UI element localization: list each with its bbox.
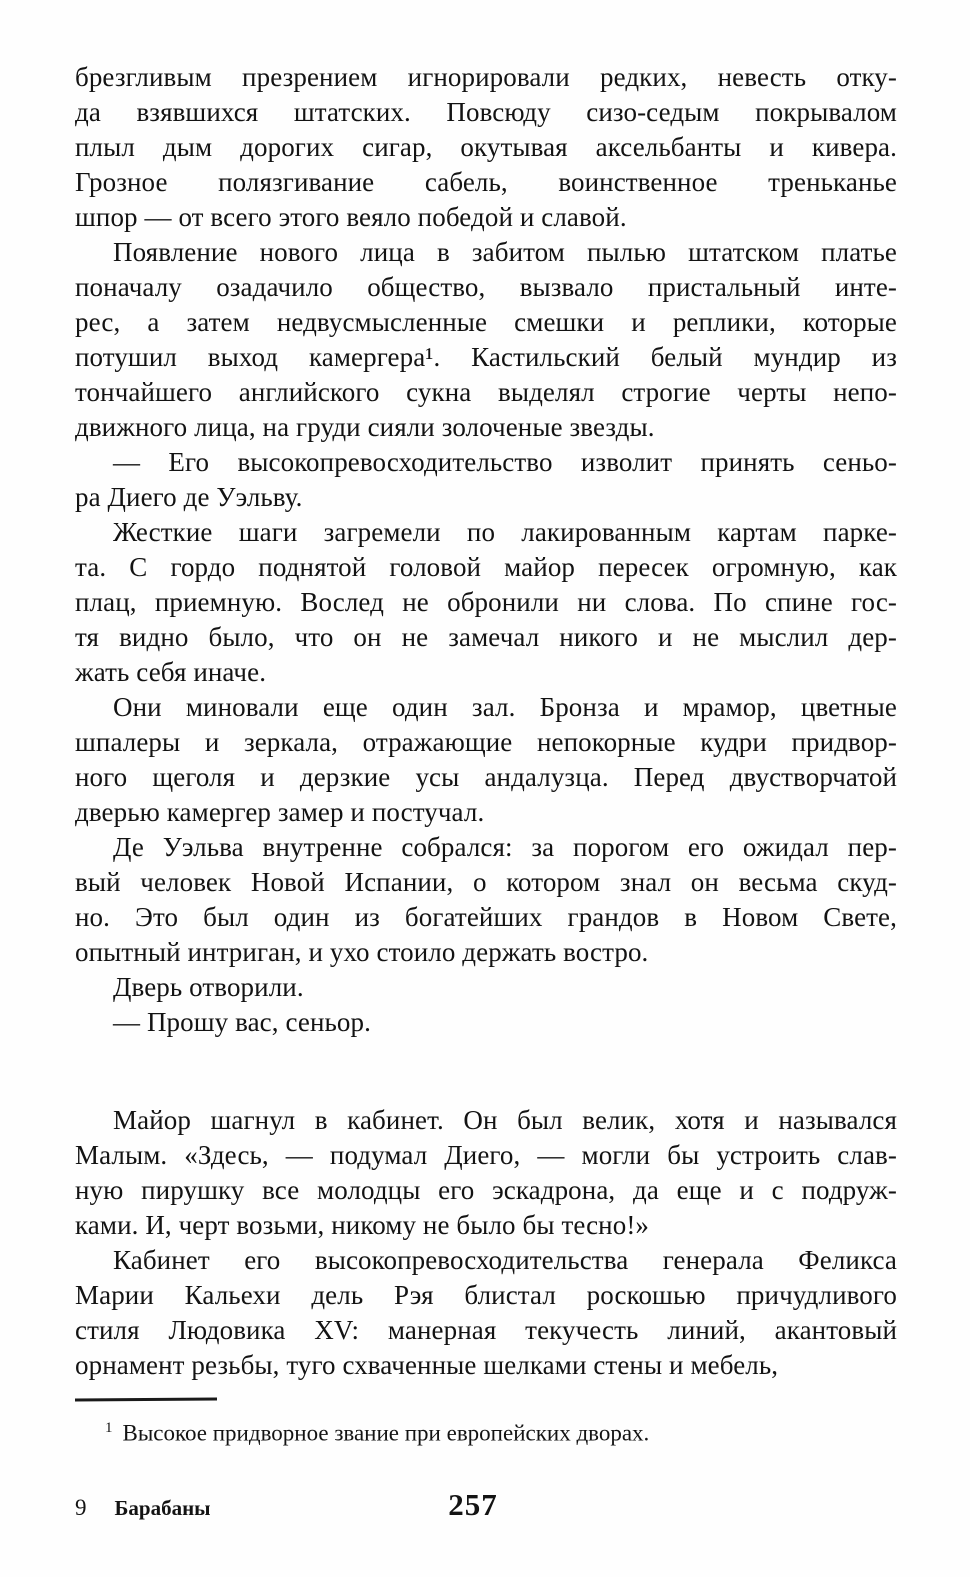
text-line: Дверь отворили. <box>113 972 304 1002</box>
text-block <box>75 60 897 1383</box>
text-line: шпор — от всего этого веяло победой и славой. <box>75 202 627 232</box>
text-line: Малым. «Здесь, — подумал Диего, — могли бы устроить слав- <box>75 1140 897 1170</box>
text-line: брезгливым презрением игнорировали редких, невесть отку- <box>75 62 897 92</box>
paragraph <box>75 1005 897 1040</box>
text-line: Появление нового лица в забитом пылью штатском платье <box>113 237 897 267</box>
text-line: тончайшего английского сукна выделял строгие черты непо- <box>75 377 897 407</box>
text-line: та. С гордо поднятой головой майор пересек огромную, как <box>75 552 897 582</box>
text-line: жать себя иначе. <box>75 657 267 687</box>
text-line: потушил выход камергера¹. Кастильский белый мундир из <box>75 342 897 372</box>
text-line: ного щеголя и дерзкие усы андалузца. Перед двустворчатой <box>75 762 897 792</box>
footnote-marker: 1 <box>105 1420 113 1436</box>
paragraph <box>75 970 897 1005</box>
text-line: да взявшихся штатских. Повсюду сизо-седым покрывалом <box>75 97 897 127</box>
text-line: Жесткие шаги загремели по лакированным картам парке- <box>113 517 897 547</box>
text-line: опытный интриган, и ухо стоило держать востро. <box>75 937 649 967</box>
text-line: Кабинет его высокопревосходительства генерала Феликса <box>113 1245 897 1275</box>
signature-title: Барабаны <box>114 1496 211 1520</box>
paragraph <box>75 60 897 235</box>
text-line: — Прошу вас, сеньор. <box>113 1007 371 1037</box>
text-line: Они миновали еще один зал. Бронза и мрамор, цветные <box>113 692 897 722</box>
footnote <box>75 1413 897 1449</box>
text-line: орнамент резьбы, туго схваченные шелками стены и мебель, <box>75 1350 779 1380</box>
paragraph <box>75 690 897 830</box>
paragraph <box>75 1103 897 1243</box>
text-line: ками. И, черт возьми, никому не было бы тесно!» <box>75 1210 650 1240</box>
text-line: Марии Кальехи дель Рэя блистал роскошью причудливого <box>75 1280 897 1310</box>
text-line: тя видно было, что он не замечал никого и не мыслил дер- <box>75 622 897 652</box>
paragraph <box>75 1243 897 1383</box>
signature-number: 9 <box>75 1495 87 1520</box>
text-line: Де Уэльва внутренне собрался: за порогом его ожидал пер- <box>113 832 897 862</box>
footnote-text: Высокое придворное звание при европейских дворах. <box>122 1420 650 1446</box>
page-number: 257 <box>448 1487 498 1522</box>
text-line: шпалеры и зеркала, отражающие непокорные кудри придвор- <box>75 727 897 757</box>
text-line: ра Диего де Уэльву. <box>75 482 303 512</box>
text-line: поначалу озадачило общество, вызвало пристальный инте- <box>75 272 897 302</box>
text-line: Грозное полязгивание сабель, воинственное треньканье <box>75 167 897 197</box>
footnote-rule <box>75 1398 217 1402</box>
footnote-area <box>75 1398 897 1449</box>
text-line: Майор шагнул в кабинет. Он был велик, хотя и назывался <box>113 1105 897 1135</box>
text-line: — Его высокопревосходительство изволит принять сеньо- <box>113 447 897 477</box>
text-line: стиля Людовика XV: манерная текучесть линий, акантовый <box>75 1315 897 1345</box>
text-line: плац, приемную. Вослед не обронили ни слова. По спине гос- <box>75 587 897 617</box>
text-line: ную пирушку все молодцы его эскадрона, да еще и с подруж- <box>75 1175 897 1205</box>
text-line: дверью камергер замер и постучал. <box>75 797 485 827</box>
paragraph <box>75 515 897 690</box>
section <box>75 60 897 1040</box>
paragraph <box>75 235 897 445</box>
text-line: но. Это был один из богатейших грандов в Новом Свете, <box>75 902 897 932</box>
text-line: движного лица, на груди сияли золоченые звезды. <box>75 412 655 442</box>
text-line: плыл дым дорогих сигар, окутывая аксельбанты и кивера. <box>75 132 897 162</box>
paragraph <box>75 830 897 970</box>
paragraph <box>75 445 897 515</box>
text-line: рес, а затем недвусмысленные смешки и реплики, которые <box>75 307 897 337</box>
section <box>75 1103 897 1383</box>
text-line: вый человек Новой Испании, о котором знал он весьма скуд- <box>75 867 897 897</box>
page-footer <box>75 1487 895 1527</box>
